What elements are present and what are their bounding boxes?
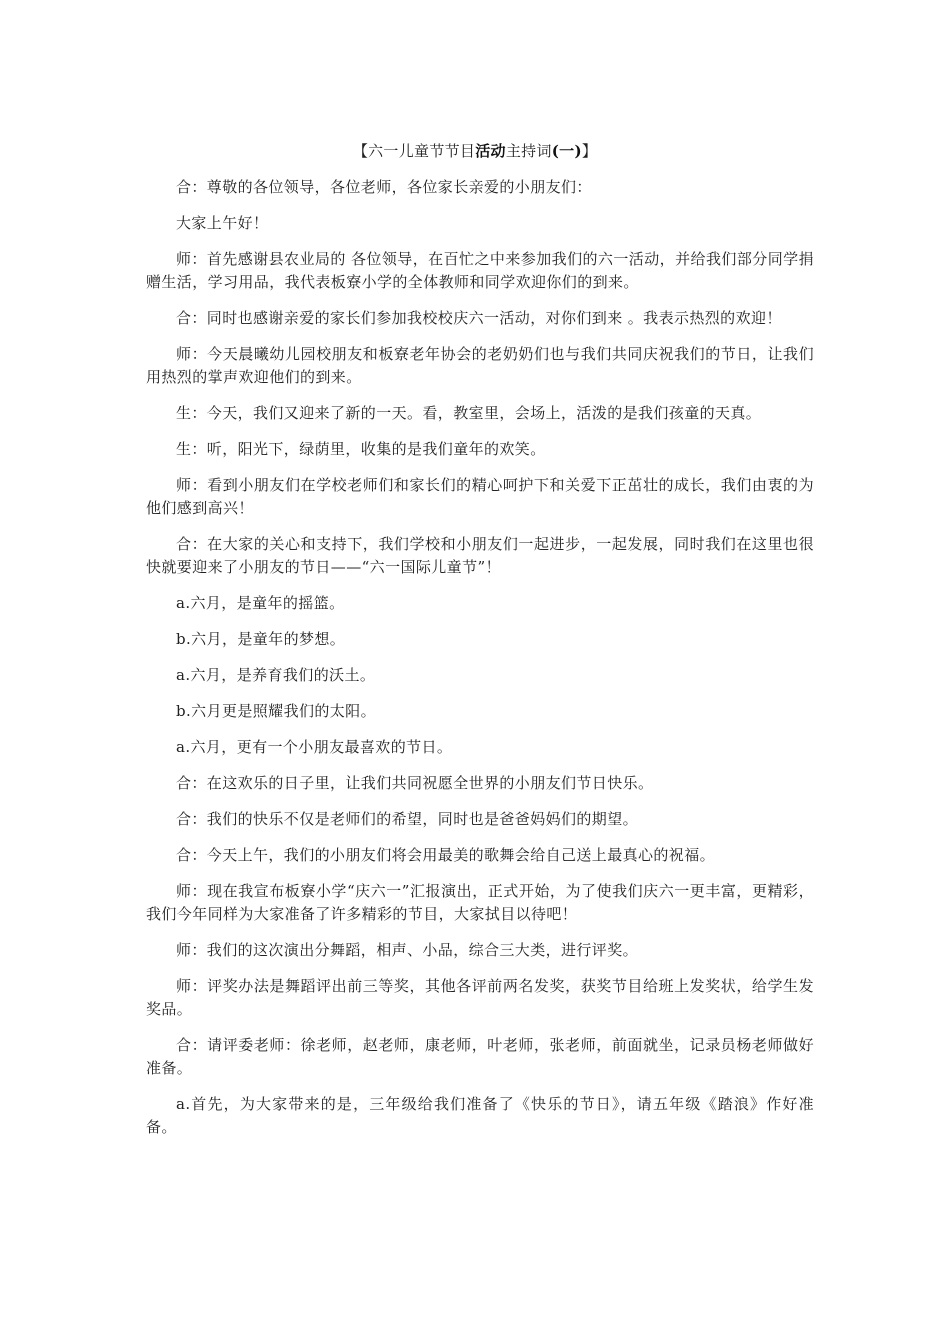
paragraph: 合：在这欢乐的日子里，让我们共同祝愿全世界的小朋友们节日快乐。 (176, 774, 654, 792)
title-part-1: 六一儿童节节目 (368, 142, 476, 160)
paragraph: 合：今天上午，我们的小朋友们将会用最美的歌舞会给自己送上最真心的祝福。 (176, 846, 716, 864)
paragraph: 师：看到小朋友们在学校老师们和家长们的精心呵护下和关爱下正茁壮的成长，我们由衷的为他们感到高兴！ (146, 476, 814, 517)
paragraph: 大家上午好！ (176, 214, 269, 232)
paragraph: b.六月，是童年的梦想。 (176, 630, 346, 648)
paragraph: a.六月，更有一个小朋友最喜欢的节日。 (176, 738, 453, 756)
paragraph: 合：尊敬的各位领导，各位老师，各位家长亲爱的小朋友们： (176, 178, 592, 196)
paragraph: 师：首先感谢县农业局的 各位领导，在百忙之中来参加我们的六一活动，并给我们部分同学捐赠生活，学习用品，我代表板寮小学的全体教师和同学欢迎你们的到来。 (146, 250, 814, 291)
title-part-2: 活动 (475, 142, 506, 160)
paragraph: 合：在大家的关心和支持下，我们学校和小朋友们一起进步，一起发展，同时我们在这里也很快就要迎来了小朋友的节日——“六一国际儿童节”！ (146, 535, 814, 576)
paragraph: 生：今天，我们又迎来了新的一天。看，教室里，会场上，活泼的是我们孩童的天真。 (176, 404, 762, 422)
paragraph: 师：评奖办法是舞蹈评出前三等奖，其他各评前两名发奖，获奖节目给班上发奖状，给学生发奖品。 (146, 977, 814, 1018)
document-title (0, 140, 950, 162)
title-close-bracket: 】 (581, 142, 598, 160)
paragraph: 师：我们的这次演出分舞蹈，相声、小品，综合三大类，进行评奖。 (176, 941, 639, 959)
paragraph: 师：今天晨曦幼儿园校朋友和板寮老年协会的老奶奶们也与我们共同庆祝我们的节日，让我们用热烈的掌声欢迎他们的到来。 (146, 345, 814, 386)
paragraph: 合：请评委老师：徐老师，赵老师，康老师，叶老师，张老师，前面就坐，记录员杨老师做好准备。 (146, 1036, 814, 1077)
paragraph: 生：听，阳光下，绿荫里，收集的是我们童年的欢笑。 (176, 440, 546, 458)
paragraph: a.六月，是童年的摇篮。 (176, 594, 345, 612)
paragraph: 合：我们的快乐不仅是老师们的希望，同时也是爸爸妈妈们的期望。 (176, 810, 639, 828)
title-open-bracket: 【 (352, 142, 369, 160)
title-part-3: 主持词 (505, 142, 552, 160)
paragraph: a.首先，为大家带来的是，三年级给我们准备了《快乐的节日》，请五年级《踏浪》作好准备。 (146, 1095, 814, 1136)
title-part-4: (一) (551, 142, 582, 160)
paragraph: 师：现在我宣布板寮小学“庆六一”汇报演出，正式开始，为了使我们庆六一更丰富，更精彩，我们今年同样为大家准备了许多精彩的节目，大家拭目以待吧！ (146, 882, 814, 923)
paragraph: a.六月，是养育我们的沃土。 (176, 666, 376, 684)
document-body (146, 176, 814, 1152)
paragraph: b.六月更是照耀我们的太阳。 (176, 702, 376, 720)
paragraph: 合：同时也感谢亲爱的家长们参加我校校庆六一活动，对你们到来 。我表示热烈的欢迎！ (176, 309, 782, 327)
